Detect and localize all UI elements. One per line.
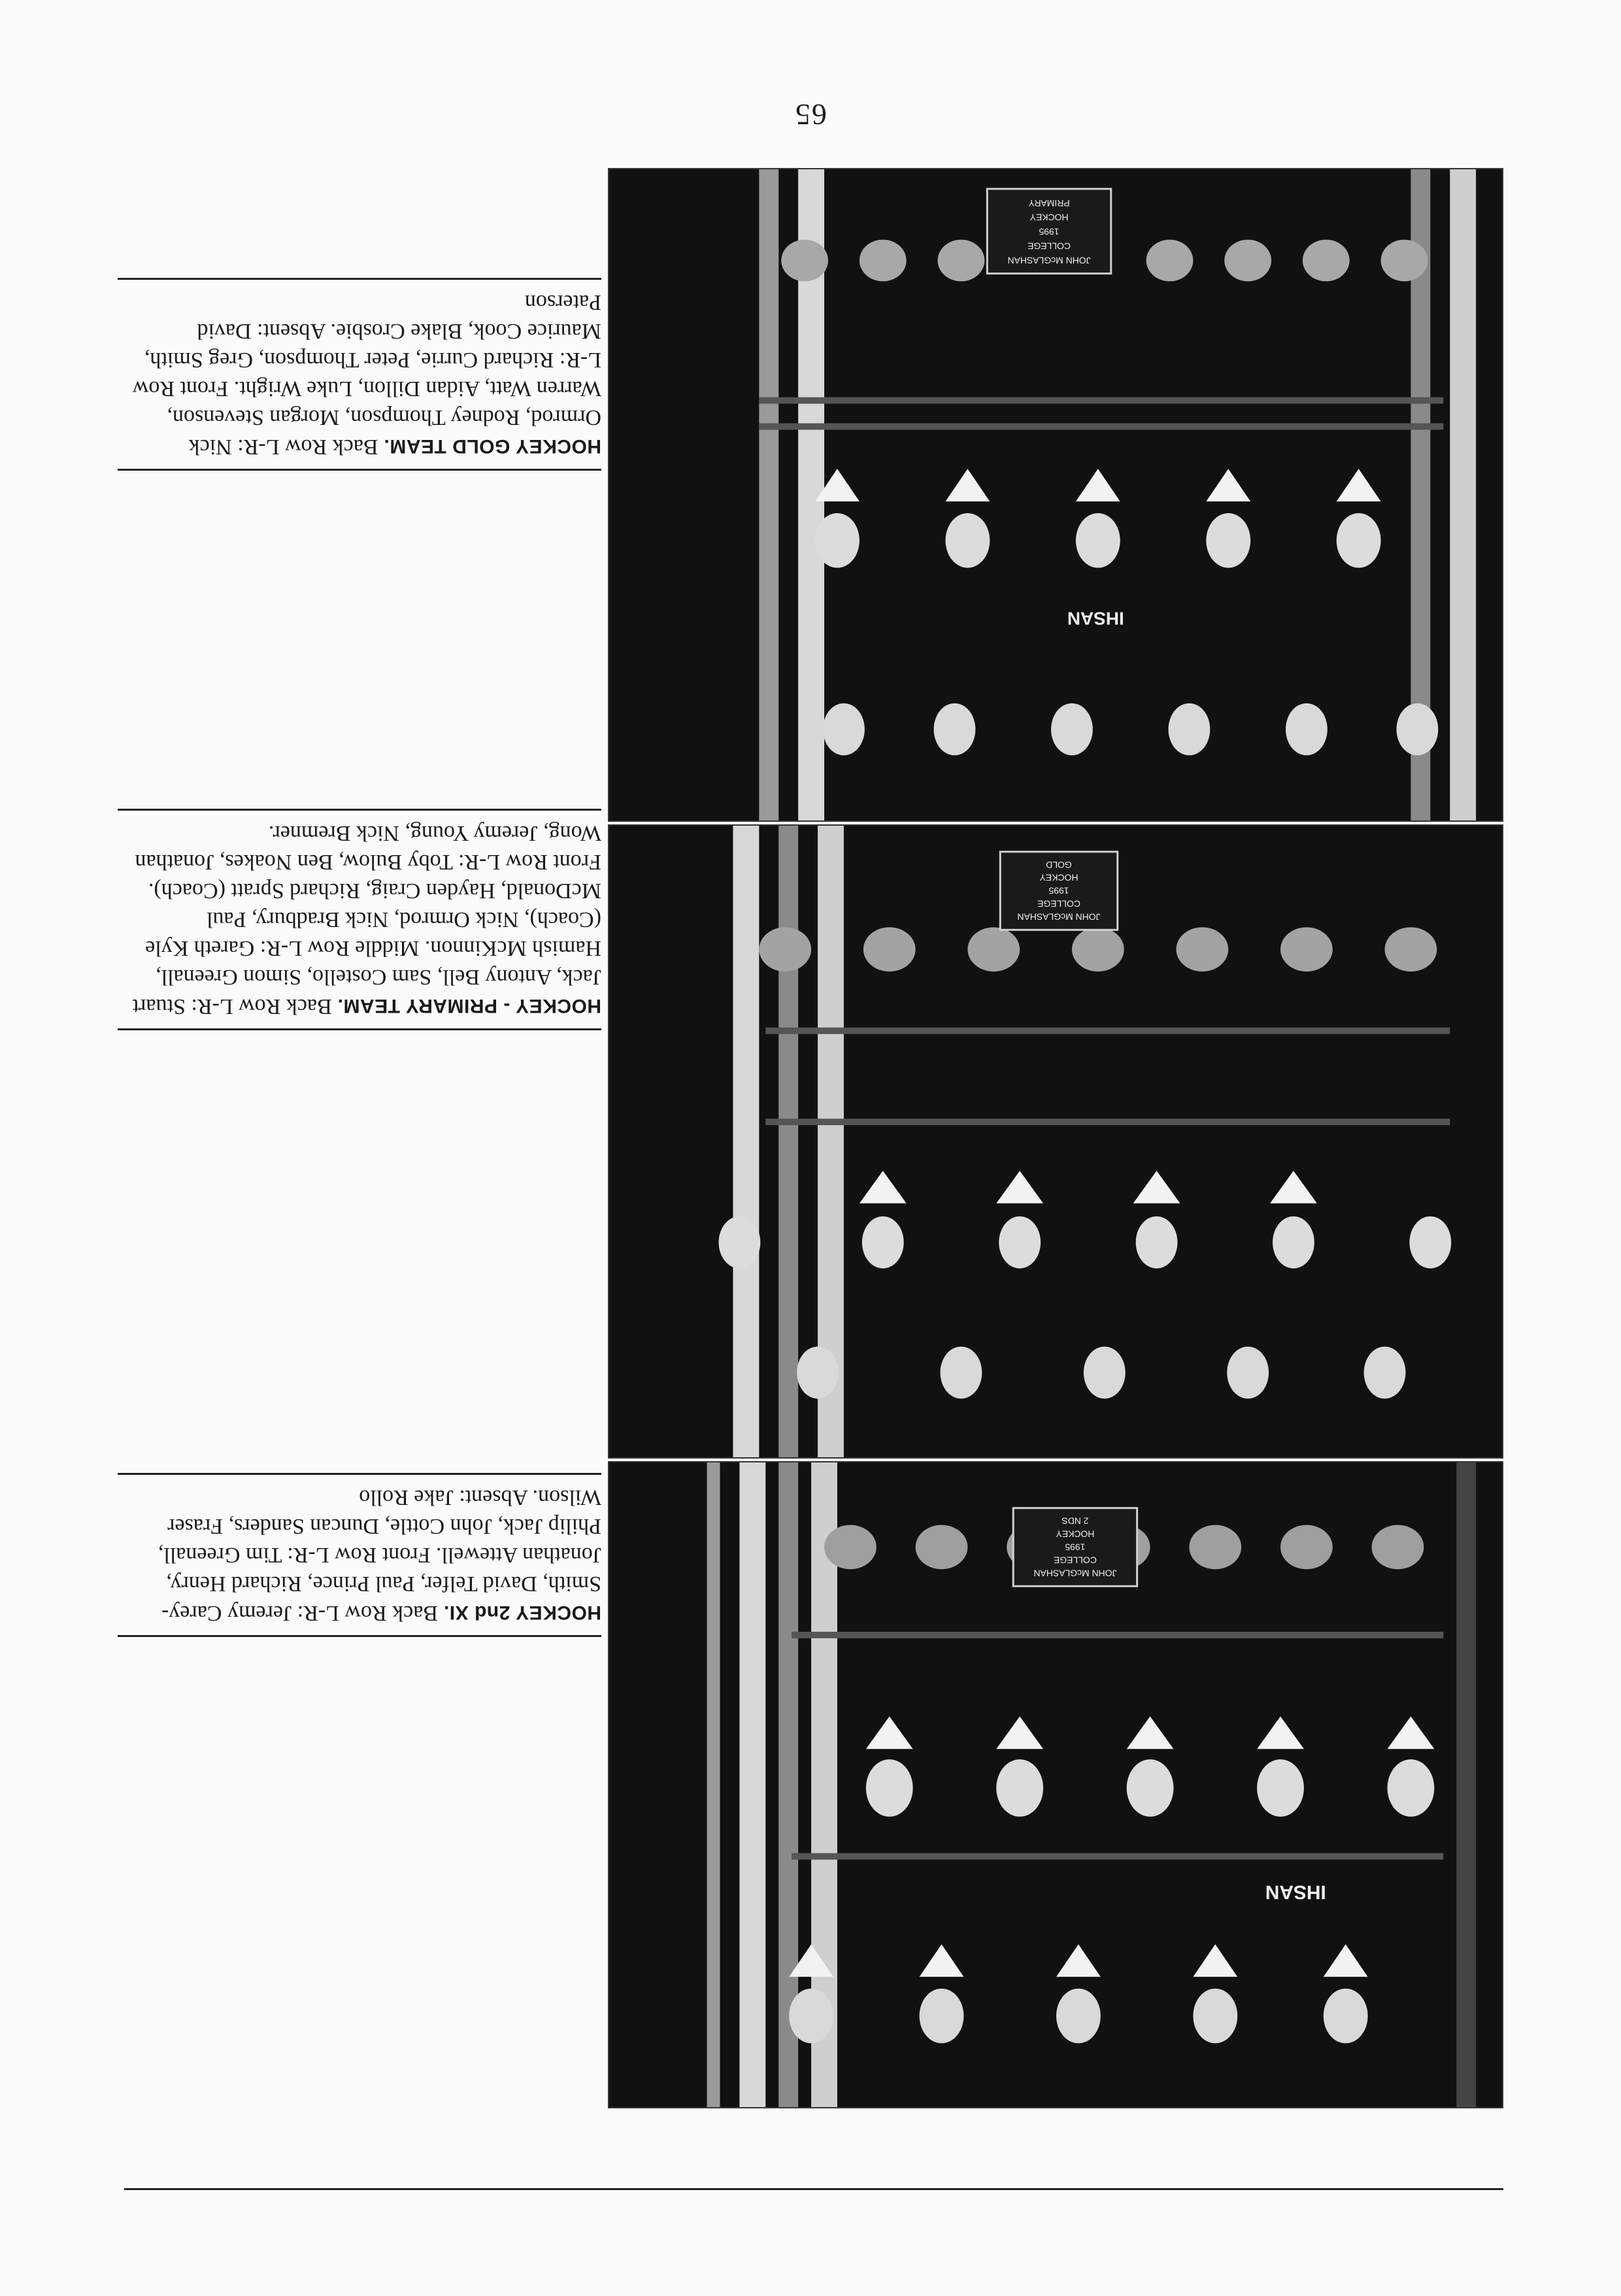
- sign-line-2: COLLEGE: [1037, 898, 1080, 909]
- caption-body: Back Row L-R: Stuart Jack, Antony Bell, Sam Costello, Simon Greenall, Hamish McKinnon. Middle Row L-R: Gareth Kyle (Coach), Nick Ormrod, Nick Bradbury, Paul McDonald, Hayden Craig, Richard Spratt (Coach). Front Row L-R: Toby Bulow, Ben Noakes, Jonathan Wong, Jeremy Young, Nick Bremner.: [132, 821, 601, 1019]
- caption-title: HOCKEY GOLD TEAM.: [384, 435, 601, 457]
- caption-2nd-xi: [118, 1473, 601, 1637]
- sign-line-5: GOLD: [1046, 859, 1072, 870]
- sign-line-1: JOHN McGLASHAN: [1017, 911, 1101, 922]
- caption-title: HOCKEY 2nd XI.: [443, 1602, 601, 1623]
- caption-bottom-rule: [118, 1473, 601, 1475]
- jersey-text: IHSAN: [1265, 1881, 1326, 1903]
- caption-bottom-rule: [118, 809, 601, 811]
- sign-line-3: 1995: [1065, 1542, 1086, 1553]
- sign-line-3: 1995: [1039, 226, 1060, 237]
- sign-line-5: 2 NDS: [1061, 1515, 1089, 1527]
- sign-line-2: COLLEGE: [1053, 1555, 1097, 1566]
- sign-line-4: HOCKEY: [1039, 872, 1078, 883]
- sign-line-3: 1995: [1048, 885, 1069, 896]
- sign-line-1: JOHN McGLASHAN: [1033, 1568, 1117, 1579]
- caption-bottom-rule: [118, 278, 601, 280]
- caption-body: Back Row L-R: Nick Ormrod, Rodney Thompson, Morgan Stevenson, Warren Watt, Aidan Dillon, Luke Wright. Front Row L-R: Richard Currie, Peter Thompson, Greg Smith, Maurice Cook, Blake Crosbie. Absent: David Paterson: [132, 290, 601, 459]
- sign-line-5: PRIMARY: [1028, 197, 1070, 209]
- page-number: 65: [794, 98, 827, 131]
- team-photo-image: [609, 169, 1502, 820]
- team-photo-gold: [608, 168, 1503, 822]
- team-photo-primary: [608, 824, 1503, 1459]
- caption-title: HOCKEY - PRIMARY TEAM.: [337, 995, 601, 1017]
- sign-line-4: HOCKEY: [1056, 1528, 1095, 1540]
- team-photo-2nd-xi: [608, 1461, 1503, 2108]
- caption-gold-team: [118, 278, 601, 471]
- team-photo-image: [609, 826, 1502, 1457]
- team-photo-image: [609, 1462, 1502, 2107]
- sign-line-4: HOCKEY: [1029, 212, 1069, 223]
- jersey-text: IHSAN: [1067, 608, 1124, 629]
- caption-body: Back Row L-R: Jeremy Carey-Smith, David Telfer, Paul Prince, Richard Henry, Jonathan Attewell. Front Row L-R: Tim Greenall, Philip Jack, John Cottle, Duncan Sanders, Fraser Wilson. Absent: Jake Rollo: [158, 1485, 601, 1625]
- caption-primary-team: [118, 809, 601, 1030]
- top-rule: [124, 2188, 1503, 2190]
- sign-line-1: JOHN McGLASHAN: [1007, 255, 1091, 266]
- sign-line-2: COLLEGE: [1028, 241, 1071, 252]
